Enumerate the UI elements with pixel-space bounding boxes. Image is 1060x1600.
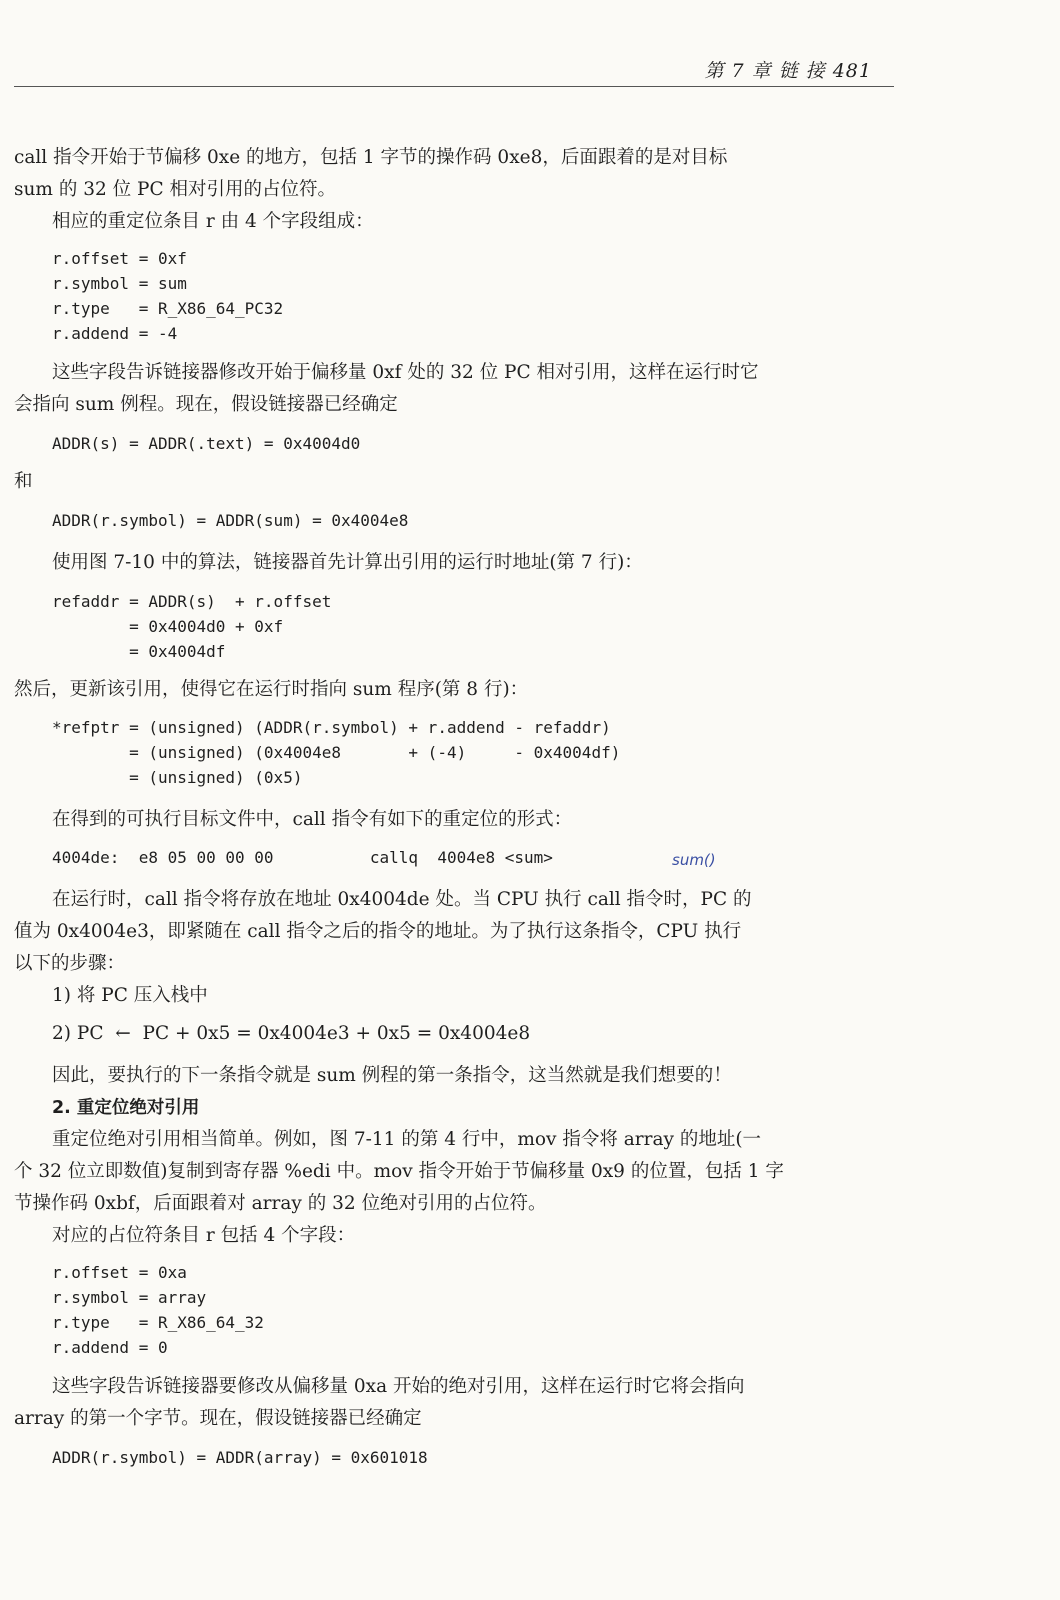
text-line: sum 的 32 位 PC 相对引用的占位符。	[14, 179, 336, 200]
text-line: 对应的占位符条目 r 包括 4 个字段：	[52, 1225, 356, 1246]
text-line: 以下的步骤：	[14, 953, 126, 974]
code-line: r.addend = -4	[52, 324, 178, 343]
code-line: = 0x4004d0 + 0xf	[52, 617, 284, 636]
code-line: r.type = R_X86_64_PC32	[52, 299, 284, 318]
chapter-header: 第 7 章 链 接 481	[704, 60, 872, 82]
text-line: 节操作码 0xbf，后面跟着对 array 的 32 位绝对引用的占位符。	[14, 1193, 547, 1214]
text-line: 会指向 sum 例程。现在，假设链接器已经确定	[14, 394, 398, 415]
text-line: call 指令开始于节偏移 0xe 的地方，包括 1 字节的操作码 0xe8，后面跟着的是对目标	[14, 147, 728, 168]
code-line: *refptr = (unsigned) (ADDR(r.symbol) + r.addend - refaddr)	[52, 718, 611, 737]
text-line: 然后，更新该引用，使得它在运行时指向 sum 程序(第 8 行)：	[14, 679, 529, 700]
text-line: 个 32 位立即数值)复制到寄存器 %edi 中。mov 指令开始于节偏移量 0x9 的位置，包括 1 字	[14, 1161, 784, 1182]
text-line: 值为 0x4004e3，即紧随在 call 指令之后的指令的地址。为了执行这条指令，CPU 执行	[14, 921, 742, 942]
code-line: r.offset = 0xf	[52, 249, 187, 268]
text-line: 在得到的可执行目标文件中，call 指令有如下的重定位的形式：	[52, 809, 573, 830]
text-line: 2) PC ← PC + 0x5 = 0x4004e3 + 0x5 = 0x4004e8	[52, 1023, 531, 1044]
code-line: = (unsigned) (0x5)	[52, 768, 303, 787]
text-line: 重定位绝对引用相当简单。例如，图 7-11 的第 4 行中，mov 指令将 array 的地址(一	[52, 1129, 762, 1150]
code-line: r.symbol = sum	[52, 274, 187, 293]
text-line: 这些字段告诉链接器修改开始于偏移量 0xf 处的 32 位 PC 相对引用，这样在运行时它	[52, 362, 759, 383]
code-line: r.addend = 0	[52, 1338, 168, 1357]
code-line: ADDR(s) = ADDR(.text) = 0x4004d0	[52, 434, 361, 453]
code-line: ADDR(r.symbol) = ADDR(array) = 0x601018	[52, 1448, 428, 1467]
text-line: 使用图 7-10 中的算法，链接器首先计算出引用的运行时地址(第 7 行)：	[52, 552, 643, 573]
code-line: 4004de: e8 05 00 00 00 callq 4004e8 <sum>	[52, 848, 553, 867]
code-line: refaddr = ADDR(s) + r.offset	[52, 592, 332, 611]
text-line: 在运行时，call 指令将存放在地址 0x4004de 处。当 CPU 执行 call 指令时，PC 的	[52, 889, 752, 910]
code-line: r.type = R_X86_64_32	[52, 1313, 264, 1332]
text-line: array 的第一个字节。现在，假设链接器已经确定	[14, 1408, 422, 1429]
text-line: 1) 将 PC 压入栈中	[52, 985, 208, 1006]
code-line: r.offset = 0xa	[52, 1263, 187, 1282]
code-line: = (unsigned) (0x4004e8 + (-4) - 0x4004df)	[52, 743, 621, 762]
text-line: 相应的重定位条目 r 由 4 个字段组成：	[52, 211, 374, 232]
code-line: = 0x4004df	[52, 642, 226, 661]
text-line: 和	[14, 471, 33, 492]
code-line: r.symbol = array	[52, 1288, 207, 1307]
code-line: ADDR(r.symbol) = ADDR(sum) = 0x4004e8	[52, 511, 409, 530]
section-heading: 2. 重定位绝对引用	[52, 1098, 200, 1118]
running-header	[14, 52, 894, 87]
handwritten-annotation: sum()	[672, 851, 716, 869]
text-line: 这些字段告诉链接器要修改从偏移量 0xa 开始的绝对引用，这样在运行时它将会指向	[52, 1376, 745, 1397]
text-line: 因此，要执行的下一条指令就是 sum 例程的第一条指令，这当然就是我们想要的！	[52, 1065, 732, 1086]
